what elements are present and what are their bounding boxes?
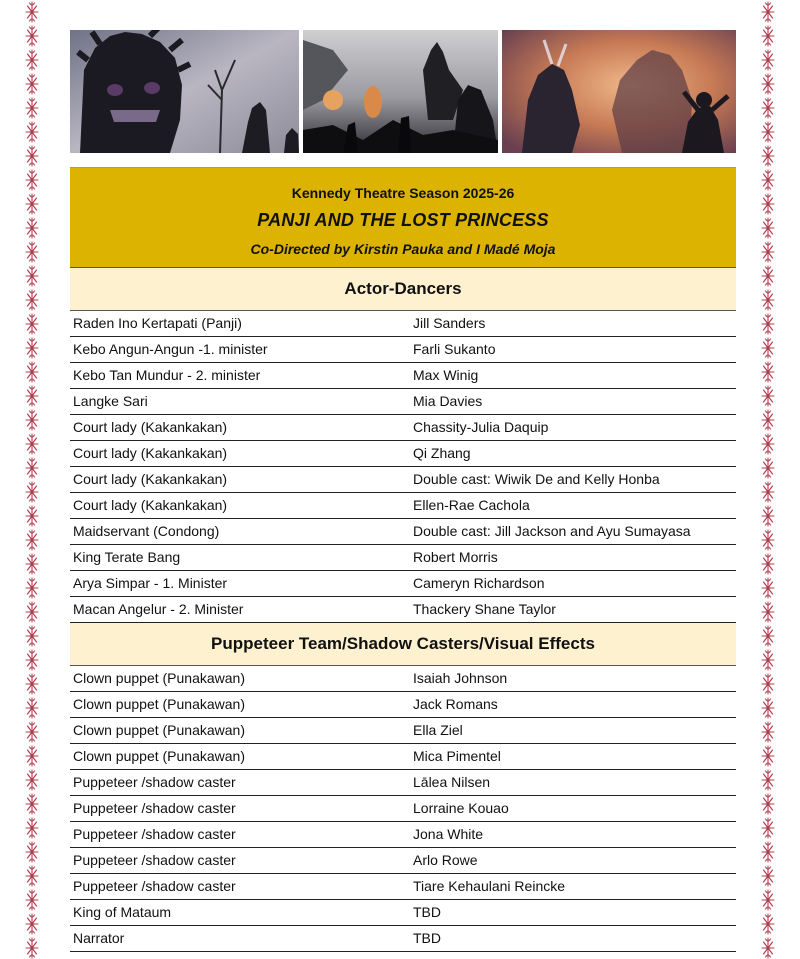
role-cell: Court lady (Kakankakan)	[73, 471, 228, 487]
table-row	[70, 796, 736, 822]
directors-credit: Co-Directed by Kirstin Pauka and I Madé Moja	[250, 241, 556, 257]
shadow-puppet-photo-performers	[303, 30, 498, 153]
cast-list	[70, 167, 736, 952]
name-cell: Chassity-Julia Daquip	[413, 419, 549, 435]
name-cell: Ella Ziel	[413, 722, 463, 738]
name-cell: TBD	[413, 904, 441, 920]
name-cell: Thackery Shane Taylor	[413, 601, 556, 617]
table-row	[70, 770, 736, 796]
role-cell: Puppeteer /shadow caster	[73, 826, 236, 842]
name-cell: Isaiah Johnson	[413, 670, 508, 686]
name-cell: Qi Zhang	[413, 445, 471, 461]
name-cell: Mia Davies	[413, 393, 483, 409]
name-cell: Arlo Rowe	[413, 852, 478, 868]
table-row	[70, 389, 736, 415]
role-cell: Clown puppet (Punakawan)	[73, 670, 245, 686]
role-cell: Clown puppet (Punakawan)	[73, 748, 245, 764]
table-row	[70, 441, 736, 467]
name-cell: Tiare Kehaulani Reincke	[413, 878, 566, 894]
role-cell: Puppeteer /shadow caster	[73, 852, 236, 868]
role-cell: Kebo Tan Mundur - 2. minister	[73, 367, 261, 383]
season-label: Kennedy Theatre Season 2025-26	[291, 185, 515, 201]
name-cell: Double cast: Wiwik De and Kelly Honba	[413, 471, 660, 487]
name-cell: Ellen-Rae Cachola	[413, 497, 530, 513]
table-row	[70, 337, 736, 363]
role-cell: Raden Ino Kertapati (Panji)	[73, 315, 242, 331]
show-title: PANJI AND THE LOST PRINCESS	[257, 210, 549, 230]
section-puppeteer-team	[70, 623, 736, 952]
name-cell: Farli Sukanto	[413, 341, 496, 357]
name-cell: Mica Pimentel	[413, 748, 501, 764]
table-row	[70, 822, 736, 848]
table-row	[70, 692, 736, 718]
section-heading: Puppeteer Team/Shadow Casters/Visual Effects	[70, 623, 736, 666]
role-cell: Macan Angelur - 2. Minister	[73, 601, 244, 617]
shadow-puppet-photo-dancers	[502, 30, 736, 153]
decorative-border-right	[760, 0, 776, 959]
table-row	[70, 467, 736, 493]
role-cell: King Terate Bang	[73, 549, 181, 565]
name-cell: Jack Romans	[413, 696, 498, 712]
table-row	[70, 926, 736, 952]
role-cell: Narrator	[73, 930, 125, 946]
table-row	[70, 493, 736, 519]
photo-banner	[70, 30, 736, 153]
role-cell: Puppeteer /shadow caster	[73, 774, 236, 790]
table-row	[70, 666, 736, 692]
section-heading: Actor-Dancers	[70, 268, 736, 311]
table-row	[70, 571, 736, 597]
table-row	[70, 311, 736, 337]
role-cell: Maidservant (Condong)	[73, 523, 220, 539]
role-cell: Clown puppet (Punakawan)	[73, 722, 245, 738]
role-cell: Puppeteer /shadow caster	[73, 878, 236, 894]
name-cell: Max Winig	[413, 367, 479, 383]
role-cell: Kebo Angun-Angun -1. minister	[73, 341, 268, 357]
role-cell: King of Mataum	[73, 904, 172, 920]
table-row	[70, 519, 736, 545]
table-row	[70, 718, 736, 744]
role-cell: Court lady (Kakankakan)	[73, 419, 228, 435]
name-cell: Lālea Nilsen	[413, 774, 491, 790]
name-cell: Jona White	[413, 826, 484, 842]
name-cell: Double cast: Jill Jackson and Ayu Sumayasa	[413, 523, 691, 539]
shadow-puppet-photo-demon	[70, 30, 299, 153]
table-row	[70, 597, 736, 623]
name-cell: Lorraine Kouao	[413, 800, 509, 816]
name-cell: Cameryn Richardson	[413, 575, 545, 591]
name-cell: Jill Sanders	[413, 315, 486, 331]
table-row	[70, 900, 736, 926]
role-cell: Puppeteer /shadow caster	[73, 800, 236, 816]
role-cell: Langke Sari	[73, 393, 148, 409]
table-row	[70, 848, 736, 874]
title-block	[70, 168, 736, 268]
table-row	[70, 874, 736, 900]
role-cell: Court lady (Kakankakan)	[73, 497, 228, 513]
name-cell: TBD	[413, 930, 441, 946]
table-row	[70, 415, 736, 441]
decorative-border-left	[24, 0, 40, 959]
name-cell: Robert Morris	[413, 549, 498, 565]
role-cell: Arya Simpar - 1. Minister	[73, 575, 228, 591]
role-cell: Clown puppet (Punakawan)	[73, 696, 245, 712]
role-cell: Court lady (Kakankakan)	[73, 445, 228, 461]
table-row	[70, 363, 736, 389]
section-actor-dancers	[70, 268, 736, 623]
table-row	[70, 545, 736, 571]
table-row	[70, 744, 736, 770]
